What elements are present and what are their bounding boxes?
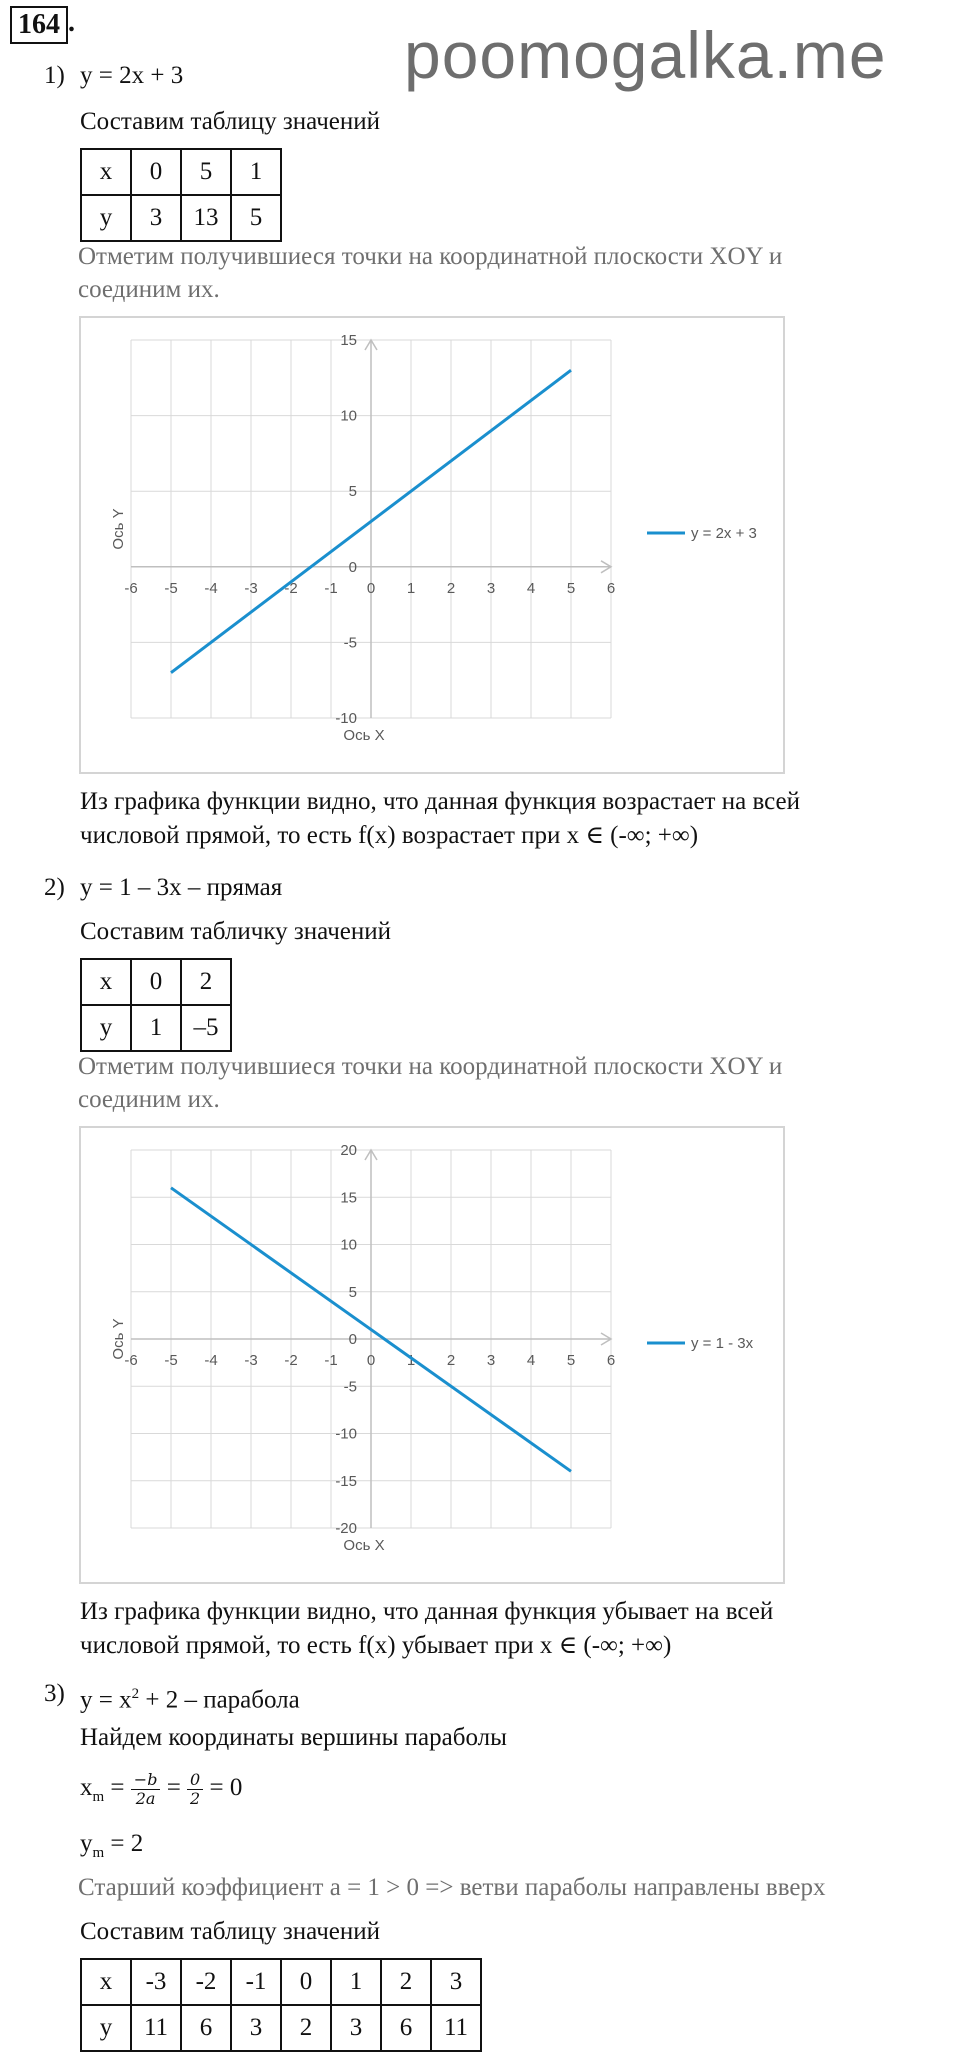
- y-tick-label: 20: [340, 1142, 357, 1159]
- y-tick-label: 15: [340, 332, 357, 349]
- part2-value-table: [80, 958, 232, 1052]
- y-tick-label: 10: [340, 407, 357, 425]
- part1-marker: 1): [44, 62, 65, 89]
- legend-label: y = 1 - 3x: [691, 1335, 754, 1352]
- table-cell: -2: [181, 1959, 231, 2005]
- x-tick-label: 0: [366, 579, 376, 597]
- x-tick-label: -3: [244, 579, 258, 597]
- x-tick-label: -5: [164, 1352, 178, 1369]
- part3-coef-note: Старший коэффициент a = 1 > 0 => ветви параболы направлены вверх: [78, 1874, 826, 1901]
- x-tick-label: 3: [486, 579, 496, 597]
- problem-number: 164: [10, 6, 68, 44]
- y-tick-label: 5: [348, 483, 357, 501]
- x-tick-label: -2: [284, 1352, 298, 1369]
- y-tick-label: 15: [340, 1189, 357, 1207]
- x-tick-label: 2: [446, 579, 456, 597]
- ym-base: y: [80, 1830, 93, 1857]
- table-cell: 5: [181, 149, 231, 195]
- x-tick-label: 3: [486, 1352, 496, 1369]
- x-tick-label: -4: [204, 579, 218, 597]
- part2-marker: 2): [44, 874, 65, 901]
- part3-ym: [80, 1828, 143, 1869]
- x-tick-label: 5: [566, 1352, 576, 1369]
- x-tick-label: -3: [244, 1352, 258, 1369]
- part3-marker: 3): [44, 1680, 65, 1707]
- y-tick-label: 0: [348, 1331, 357, 1348]
- table-cell: 5: [231, 195, 281, 241]
- x-tick-label: 6: [606, 579, 616, 597]
- x-tick-label: 4: [526, 579, 536, 597]
- x-tick-label: 1: [406, 1352, 416, 1369]
- chart-1: [79, 316, 785, 774]
- xm-base: x: [80, 1774, 93, 1801]
- part3-formula-right: + 2 – парабола: [139, 1686, 300, 1714]
- part2-note-line2: соединим их.: [78, 1086, 220, 1113]
- x-tick-label: -1: [324, 579, 338, 597]
- part1-value-table: [80, 148, 282, 242]
- table-cell: 6: [181, 2005, 231, 2051]
- fraction-numerator: −b: [131, 1771, 161, 1790]
- part1-conclusion-line2: числовой прямой, то есть f(x) возрастает при x ∈ (-∞; +∞): [80, 822, 699, 849]
- x-tick-label: 5: [566, 579, 576, 597]
- legend-label: y = 2x + 3: [691, 525, 757, 542]
- y-tick-label: 10: [340, 1236, 357, 1254]
- table-cell: 11: [431, 2005, 481, 2051]
- xm-eq3: = 0: [209, 1774, 243, 1801]
- fraction-denominator: 2: [190, 1788, 201, 1808]
- y-tick-label: -5: [343, 1378, 357, 1396]
- part3-xm-formula: [80, 1766, 242, 1810]
- part3-value-table: [80, 1958, 482, 2052]
- x-tick-label: -1: [324, 1352, 338, 1369]
- table-cell: 3: [431, 1959, 481, 2005]
- table-cell: x: [81, 149, 131, 195]
- table-cell: 2: [281, 2005, 331, 2051]
- y-axis-title: Ось Y: [110, 508, 127, 550]
- x-tick-label: 4: [526, 1352, 536, 1369]
- x-axis-title: Ось X: [343, 1537, 385, 1554]
- part1-note-line1: Отметим получившиеся точки на координатной плоскости XOY и: [78, 243, 783, 270]
- chart-1-svg: [81, 318, 783, 772]
- y-axis-title: Ось Y: [110, 1318, 127, 1360]
- part2-conclusion-line1: Из графика функции видно, что данная функция убывает на всей: [80, 1598, 774, 1625]
- part1-note-line2: соединим их.: [78, 276, 220, 303]
- part2-table-caption: Составим табличку значений: [80, 918, 392, 945]
- table-row: [81, 1959, 481, 2005]
- table-row: [81, 2005, 481, 2051]
- part3-table-caption: Составим таблицу значений: [80, 1918, 381, 1945]
- table-cell: 3: [331, 2005, 381, 2051]
- table-cell: x: [81, 959, 131, 1005]
- table-cell: 6: [381, 2005, 431, 2051]
- x-tick-label: 2: [446, 1352, 456, 1369]
- y-tick-label: -15: [335, 1472, 357, 1490]
- table-cell: 1: [131, 1005, 181, 1051]
- table-cell: 0: [281, 1959, 331, 2005]
- part3-vertex-caption: Найдем координаты вершины параболы: [80, 1724, 507, 1751]
- table-cell: 13: [181, 195, 231, 241]
- x-tick-label: -6: [124, 579, 138, 597]
- table-cell: 3: [131, 195, 181, 241]
- table-cell: y: [81, 2005, 131, 2051]
- y-tick-label: 5: [348, 1283, 357, 1301]
- fraction-numerator: 0: [187, 1771, 203, 1790]
- table-cell: 2: [181, 959, 231, 1005]
- part2-formula: y = 1 – 3x – прямая: [80, 874, 283, 901]
- ym-sub: m: [92, 1845, 105, 1861]
- chart-2: [79, 1126, 785, 1584]
- table-cell: 11: [131, 2005, 181, 2051]
- part2-note-line1: Отметим получившиеся точки на координатной плоскости XOY и: [78, 1053, 783, 1080]
- x-tick-label: 6: [606, 1352, 616, 1369]
- table-row: [81, 149, 281, 195]
- table-row: [81, 959, 231, 1005]
- fraction-0-over-2: [187, 1771, 203, 1808]
- part2-conclusion-line2: числовой прямой, то есть f(x) убывает при x ∈ (-∞; +∞): [80, 1632, 672, 1659]
- table-cell: y: [81, 1005, 131, 1051]
- part1-table-caption: Составим таблицу значений: [80, 108, 381, 135]
- table-cell: 1: [231, 149, 281, 195]
- table-cell: x: [81, 1959, 131, 2005]
- table-row: [81, 195, 281, 241]
- x-tick-label: -2: [284, 579, 298, 597]
- xm-eq1: =: [110, 1774, 125, 1801]
- x-tick-label: 0: [366, 1352, 376, 1369]
- table-cell: 0: [131, 149, 181, 195]
- y-tick-label: -10: [335, 710, 357, 727]
- table-cell: 2: [381, 1959, 431, 2005]
- x-axis-title: Ось X: [343, 727, 385, 744]
- problem-number-dot: .: [68, 7, 75, 38]
- part3-formula-sup: 2: [131, 1686, 140, 1702]
- part3-formula-left: y = x: [80, 1686, 132, 1714]
- xm-sub: m: [92, 1789, 105, 1805]
- x-tick-label: 1: [406, 579, 416, 597]
- xm-eq2: =: [166, 1774, 181, 1801]
- x-tick-label: -5: [164, 579, 178, 597]
- y-tick-label: 0: [348, 558, 357, 576]
- table-cell: -1: [231, 1959, 281, 2005]
- watermark: poomogalka.me: [404, 18, 887, 92]
- fraction-minus-b-over-2a: [131, 1771, 161, 1808]
- x-tick-label: -6: [124, 1352, 138, 1369]
- part1-conclusion-line1: Из графика функции видно, что данная функция возрастает на всей: [80, 788, 800, 815]
- table-cell: 1: [331, 1959, 381, 2005]
- fraction-denominator: 2a: [135, 1788, 156, 1808]
- table-cell: -3: [131, 1959, 181, 2005]
- y-tick-label: -20: [335, 1520, 357, 1537]
- y-tick-label: -10: [335, 1425, 357, 1443]
- table-cell: 3: [231, 2005, 281, 2051]
- table-cell: –5: [181, 1005, 231, 1051]
- table-row: [81, 1005, 231, 1051]
- x-tick-label: -4: [204, 1352, 218, 1369]
- ym-rest: = 2: [104, 1830, 144, 1857]
- y-tick-label: -5: [343, 634, 357, 652]
- chart-2-svg: [81, 1128, 783, 1582]
- table-cell: y: [81, 195, 131, 241]
- part1-formula: y = 2x + 3: [80, 62, 184, 89]
- table-cell: 0: [131, 959, 181, 1005]
- part3-formula: [80, 1678, 300, 1716]
